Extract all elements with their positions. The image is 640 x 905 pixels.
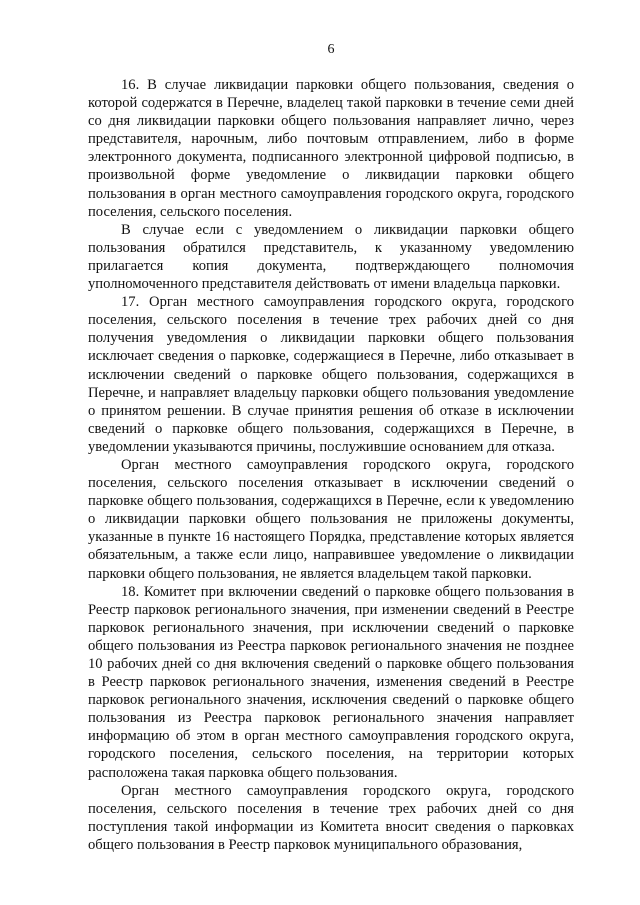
paragraph-17: 17. Орган местного самоуправления городского округа, городского поселения, сельского поселения в течение трех рабочих дней со дня получения уведомления о ликвидации парковки общего пользования исключает сведения о парковке, содержащиеся в Перечне, либо отказывает в исключении сведений о парковке общего пользования, содержащихся в Перечне, и направляет владельцу парковки общего пользования уведомление о принятом решении. В случае принятия решения об отказе в исключении сведений о парковке общего пользования, содержащихся в Перечне, в уведомлении указываются причины, послужившие основанием для отказа. (88, 294, 574, 455)
paragraph-18-municipal: Орган местного самоуправления городского округа, городского поселения, сельского поселения в течение трех рабочих дней со дня поступления такой информации из Комитета вносит сведения о парковках общего пользования в Реестр парковок муниципального образования, (88, 782, 574, 853)
paragraph-17-refusal: Орган местного самоуправления городского округа, городского поселения, сельского поселения отказывает в исключении сведений о парковке общего пользования, содержащихся в Перечне, если к уведомлению о ликвидации парковки общего пользования не приложены документы, указанные в пункте 16 настоящего Порядка, представление которых является обязательным, а также если лицо, направившее уведомление о ликвидации парковки общего пользования, не является владельцем такой парковки. (88, 456, 574, 582)
paragraph-16: 16. В случае ликвидации парковки общего пользования, сведения о которой содержатся в Перечне, владелец такой парковки в течение семи дней со дня ликвидации парковки общего пользования направляет лично, через представителя, нарочным, либо почтовым отправлением, либо в форме электронного документа, подписанного электронной цифровой подписью, в произвольной форме уведомление о ликвидации парковки общего пользования в орган местного самоуправления городского округа, городского поселения, сельского поселения. (88, 77, 574, 220)
page-number: 6 (327, 42, 335, 57)
paragraph-16-representative: В случае если с уведомлением о ликвидации парковки общего пользования обратился представитель, к указанному уведомлению прилагается копия документа, подтверждающего полномочия уполномоченного представителя действовать от имени владельца парковки. (88, 221, 574, 293)
paragraph-18: 18. Комитет при включении сведений о парковке общего пользования в Реестр парковок регионального значения, при изменении сведений в Реестре парковок регионального значения, при исключении сведений о парковке общего пользования из Реестра парковок регионального значения не позднее 10 рабочих дней со дня включения сведений о парковке общего пользования в Реестр парковок регионального значения, изменения сведений в Реестре парковок регионального значения, исключения сведений о парковке общего пользования из Реестра парковок регионального значения направляет информацию об этом в орган местного самоуправления городского округа, городского поселения, сельского поселения, на территории которых расположена такая парковка общего пользования. (88, 583, 574, 781)
